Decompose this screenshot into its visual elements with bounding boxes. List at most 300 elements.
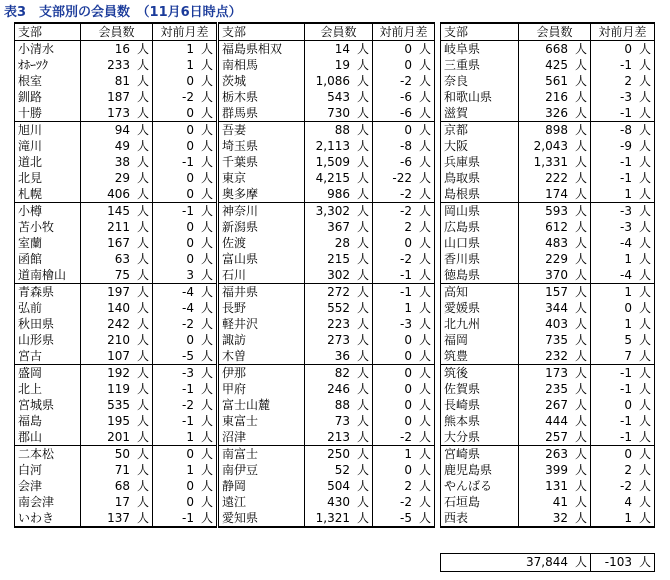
member-count: 36 人	[305, 348, 373, 365]
table-row	[219, 219, 435, 235]
month-diff: -3 人	[153, 365, 217, 382]
month-diff: -1 人	[153, 413, 217, 429]
branch-name: 岐阜県	[441, 41, 519, 58]
month-diff: 1 人	[153, 57, 217, 73]
table-row	[15, 413, 217, 429]
table-title: 表3 支部別の会員数 （11月6日時点）	[4, 5, 242, 20]
month-diff: -4 人	[153, 284, 217, 301]
member-count: 2,113 人	[305, 138, 373, 154]
member-count: 1,086 人	[305, 73, 373, 89]
branch-name: 南相馬	[219, 57, 305, 73]
month-diff: -1 人	[591, 429, 655, 446]
member-count: 131 人	[519, 478, 591, 494]
month-diff: -1 人	[591, 413, 655, 429]
table-row	[441, 332, 655, 348]
member-count: 263 人	[519, 446, 591, 463]
branch-name: 三重県	[441, 57, 519, 73]
branch-table-col-3	[440, 22, 655, 528]
table-row	[15, 316, 217, 332]
member-count: 88 人	[305, 397, 373, 413]
branch-name: 白河	[15, 462, 81, 478]
table-row	[441, 186, 655, 203]
month-diff: -2 人	[373, 186, 435, 203]
table-row	[15, 154, 217, 170]
month-diff: -1 人	[591, 57, 655, 73]
month-diff: -22 人	[373, 170, 435, 186]
month-diff: -2 人	[153, 89, 217, 105]
branch-name: 新潟県	[219, 219, 305, 235]
branch-name: 筑後	[441, 365, 519, 382]
month-diff: 0 人	[373, 381, 435, 397]
table-row	[219, 446, 435, 463]
branch-name: 広島県	[441, 219, 519, 235]
member-count: 552 人	[305, 300, 373, 316]
branch-name: 長崎県	[441, 397, 519, 413]
month-diff: 4 人	[591, 494, 655, 510]
branch-name: 茨城	[219, 73, 305, 89]
header-diff: 対前月差	[153, 23, 217, 41]
month-diff: 0 人	[373, 235, 435, 251]
table-row	[219, 73, 435, 89]
table-row	[15, 429, 217, 446]
member-count: 242 人	[81, 316, 153, 332]
month-diff: 0 人	[153, 138, 217, 154]
month-diff: 0 人	[373, 332, 435, 348]
member-count: 94 人	[81, 122, 153, 139]
month-diff: -1 人	[373, 267, 435, 284]
header-diff: 対前月差	[591, 23, 655, 41]
branch-name: 栃木県	[219, 89, 305, 105]
member-count: 75 人	[81, 267, 153, 284]
month-diff: -1 人	[153, 203, 217, 220]
branch-name: 徳島県	[441, 267, 519, 284]
month-diff: -9 人	[591, 138, 655, 154]
table-row	[441, 203, 655, 220]
table-row	[219, 381, 435, 397]
table-row	[15, 397, 217, 413]
member-count: 195 人	[81, 413, 153, 429]
table-row	[219, 57, 435, 73]
branch-name: 二本松	[15, 446, 81, 463]
month-diff: 2 人	[591, 462, 655, 478]
branch-name: ｵﾎｰﾂｸ	[15, 57, 81, 73]
table-row	[15, 73, 217, 89]
month-diff: -1 人	[153, 154, 217, 170]
table-row	[441, 381, 655, 397]
branch-name: 和歌山県	[441, 89, 519, 105]
table-row	[441, 89, 655, 105]
member-count: 235 人	[519, 381, 591, 397]
branch-name: 滋賀	[441, 105, 519, 122]
branch-name: 道南檜山	[15, 267, 81, 284]
month-diff: -6 人	[373, 89, 435, 105]
branch-name: 宮崎県	[441, 446, 519, 463]
member-count: 302 人	[305, 267, 373, 284]
month-diff: -2 人	[373, 429, 435, 446]
table-row	[219, 203, 435, 220]
branch-name: 熊本県	[441, 413, 519, 429]
table-row	[219, 365, 435, 382]
month-diff: -8 人	[591, 122, 655, 139]
member-count: 326 人	[519, 105, 591, 122]
table-row	[441, 57, 655, 73]
member-count: 561 人	[519, 73, 591, 89]
branch-name: 群馬県	[219, 105, 305, 122]
month-diff: 0 人	[153, 446, 217, 463]
month-diff: -2 人	[373, 494, 435, 510]
table-row	[15, 57, 217, 73]
month-diff: -1 人	[373, 284, 435, 301]
branch-name: 苫小牧	[15, 219, 81, 235]
branch-name: 木曽	[219, 348, 305, 365]
branch-name: 愛媛県	[441, 300, 519, 316]
branch-name: 諏訪	[219, 332, 305, 348]
branch-name: 宮城県	[15, 397, 81, 413]
branch-name: 鹿児島県	[441, 462, 519, 478]
month-diff: 0 人	[373, 397, 435, 413]
member-count: 201 人	[81, 429, 153, 446]
branch-name: 室蘭	[15, 235, 81, 251]
month-diff: 0 人	[373, 462, 435, 478]
header-branch: 支部	[15, 23, 81, 41]
table-row	[15, 251, 217, 267]
member-count: 593 人	[519, 203, 591, 220]
table-row	[15, 219, 217, 235]
table-row	[219, 105, 435, 122]
branch-name: 滝川	[15, 138, 81, 154]
table-row	[15, 186, 217, 203]
month-diff: 1 人	[591, 186, 655, 203]
month-diff: -3 人	[373, 316, 435, 332]
branch-name: 沼津	[219, 429, 305, 446]
branch-name: 南会津	[15, 494, 81, 510]
member-count: 187 人	[81, 89, 153, 105]
branch-name: 兵庫県	[441, 154, 519, 170]
month-diff: 0 人	[591, 397, 655, 413]
member-count: 216 人	[519, 89, 591, 105]
member-count: 232 人	[519, 348, 591, 365]
month-diff: 2 人	[373, 219, 435, 235]
branch-name: 十勝	[15, 105, 81, 122]
branch-name: 南富士	[219, 446, 305, 463]
member-count: 1,509 人	[305, 154, 373, 170]
branch-name: 佐渡	[219, 235, 305, 251]
header-row	[441, 23, 655, 41]
member-count: 137 人	[81, 510, 153, 527]
month-diff: 2 人	[591, 73, 655, 89]
table-row	[219, 89, 435, 105]
branch-name: 東富士	[219, 413, 305, 429]
table-row	[441, 154, 655, 170]
branch-name: 根室	[15, 73, 81, 89]
month-diff: 0 人	[591, 41, 655, 58]
table-row	[15, 510, 217, 527]
member-count: 28 人	[305, 235, 373, 251]
month-diff: 0 人	[153, 122, 217, 139]
member-count: 730 人	[305, 105, 373, 122]
branch-name: 西表	[441, 510, 519, 527]
member-count: 82 人	[305, 365, 373, 382]
branch-name: 弘前	[15, 300, 81, 316]
table-row	[219, 284, 435, 301]
member-count: 344 人	[519, 300, 591, 316]
branch-name: 奥多摩	[219, 186, 305, 203]
table-row	[15, 348, 217, 365]
member-count: 29 人	[81, 170, 153, 186]
member-count: 49 人	[81, 138, 153, 154]
member-count: 233 人	[81, 57, 153, 73]
member-count: 272 人	[305, 284, 373, 301]
branch-name: 佐賀県	[441, 381, 519, 397]
member-count: 192 人	[81, 365, 153, 382]
member-count: 273 人	[305, 332, 373, 348]
branch-name: 石垣島	[441, 494, 519, 510]
table-row	[219, 154, 435, 170]
month-diff: 1 人	[591, 510, 655, 527]
month-diff: -6 人	[373, 154, 435, 170]
month-diff: -4 人	[591, 267, 655, 284]
month-diff: 1 人	[153, 429, 217, 446]
branch-name: 小樽	[15, 203, 81, 220]
month-diff: 0 人	[153, 235, 217, 251]
member-count: 173 人	[519, 365, 591, 382]
member-count: 107 人	[81, 348, 153, 365]
month-diff: -4 人	[591, 235, 655, 251]
branch-name: いわき	[15, 510, 81, 527]
branch-name: 埼玉県	[219, 138, 305, 154]
table-row	[441, 316, 655, 332]
member-count: 157 人	[519, 284, 591, 301]
branch-name: 福島県相双	[219, 41, 305, 58]
header-diff: 対前月差	[373, 23, 435, 41]
member-count: 898 人	[519, 122, 591, 139]
table-row	[441, 235, 655, 251]
member-count: 535 人	[81, 397, 153, 413]
table-row	[219, 397, 435, 413]
table-row	[15, 300, 217, 316]
table-row	[441, 365, 655, 382]
total-members: 37,844 人	[441, 554, 591, 572]
member-count: 3,302 人	[305, 203, 373, 220]
month-diff: 0 人	[153, 186, 217, 203]
month-diff: -1 人	[591, 154, 655, 170]
member-count: 210 人	[81, 332, 153, 348]
table-row	[15, 267, 217, 284]
month-diff: 0 人	[153, 251, 217, 267]
branch-name: 大分県	[441, 429, 519, 446]
member-count: 250 人	[305, 446, 373, 463]
branch-name: 南伊豆	[219, 462, 305, 478]
member-count: 425 人	[519, 57, 591, 73]
member-count: 71 人	[81, 462, 153, 478]
member-count: 38 人	[81, 154, 153, 170]
month-diff: -5 人	[373, 510, 435, 527]
month-diff: -2 人	[373, 251, 435, 267]
branch-name: 長野	[219, 300, 305, 316]
member-count: 119 人	[81, 381, 153, 397]
month-diff: -2 人	[373, 203, 435, 220]
month-diff: -1 人	[153, 381, 217, 397]
branch-name: 大阪	[441, 138, 519, 154]
month-diff: 0 人	[373, 365, 435, 382]
table-row	[15, 41, 217, 58]
member-count: 543 人	[305, 89, 373, 105]
member-count: 367 人	[305, 219, 373, 235]
branch-name: 富山県	[219, 251, 305, 267]
member-count: 211 人	[81, 219, 153, 235]
header-row	[15, 23, 217, 41]
member-count: 73 人	[305, 413, 373, 429]
table-row	[219, 478, 435, 494]
table-row	[15, 478, 217, 494]
table-row	[15, 494, 217, 510]
month-diff: 3 人	[153, 267, 217, 284]
branch-name: 岡山県	[441, 203, 519, 220]
header-members: 会員数	[519, 23, 591, 41]
branch-name: 道北	[15, 154, 81, 170]
table-row	[441, 73, 655, 89]
branch-name: 宮古	[15, 348, 81, 365]
branch-name: 会津	[15, 478, 81, 494]
table-row	[441, 446, 655, 463]
table-row	[15, 446, 217, 463]
branch-name: 軽井沢	[219, 316, 305, 332]
month-diff: 1 人	[153, 41, 217, 58]
branch-name: 遠江	[219, 494, 305, 510]
member-count: 223 人	[305, 316, 373, 332]
member-count: 1,321 人	[305, 510, 373, 527]
member-count: 504 人	[305, 478, 373, 494]
member-count: 735 人	[519, 332, 591, 348]
month-diff: -2 人	[153, 316, 217, 332]
month-diff: -1 人	[591, 105, 655, 122]
table-row	[15, 365, 217, 382]
month-diff: 0 人	[153, 332, 217, 348]
month-diff: -2 人	[153, 397, 217, 413]
table-row	[15, 462, 217, 478]
month-diff: 1 人	[373, 300, 435, 316]
table-row	[219, 251, 435, 267]
member-count: 399 人	[519, 462, 591, 478]
member-count: 257 人	[519, 429, 591, 446]
table-row	[15, 381, 217, 397]
branch-name: 高知	[441, 284, 519, 301]
branch-name: 千葉県	[219, 154, 305, 170]
member-count: 986 人	[305, 186, 373, 203]
table-row	[441, 251, 655, 267]
table-row	[441, 348, 655, 365]
table-row	[441, 494, 655, 510]
table-row	[219, 332, 435, 348]
month-diff: 0 人	[153, 219, 217, 235]
member-count: 213 人	[305, 429, 373, 446]
member-count: 246 人	[305, 381, 373, 397]
member-count: 222 人	[519, 170, 591, 186]
member-count: 41 人	[519, 494, 591, 510]
table-row	[219, 186, 435, 203]
table-row	[219, 300, 435, 316]
total-diff: -103 人	[591, 554, 655, 572]
header-members: 会員数	[305, 23, 373, 41]
branch-name: 吾妻	[219, 122, 305, 139]
branch-name: 富士山麓	[219, 397, 305, 413]
member-count: 403 人	[519, 316, 591, 332]
branch-name: 福井県	[219, 284, 305, 301]
table-row	[219, 494, 435, 510]
branch-table-col-2	[218, 22, 435, 528]
table-row	[15, 203, 217, 220]
member-count: 174 人	[519, 186, 591, 203]
header-branch: 支部	[219, 23, 305, 41]
month-diff: 0 人	[373, 41, 435, 58]
table-row	[15, 89, 217, 105]
member-count: 430 人	[305, 494, 373, 510]
table-row	[441, 219, 655, 235]
table-row	[441, 478, 655, 494]
month-diff: -5 人	[153, 348, 217, 365]
table-row	[219, 316, 435, 332]
header-branch: 支部	[441, 23, 519, 41]
table-row	[441, 397, 655, 413]
member-count: 444 人	[519, 413, 591, 429]
member-count: 668 人	[519, 41, 591, 58]
branch-name: 石川	[219, 267, 305, 284]
member-count: 68 人	[81, 478, 153, 494]
month-diff: -3 人	[591, 219, 655, 235]
member-count: 140 人	[81, 300, 153, 316]
branch-name: 神奈川	[219, 203, 305, 220]
member-count: 167 人	[81, 235, 153, 251]
member-count: 52 人	[305, 462, 373, 478]
month-diff: 0 人	[153, 170, 217, 186]
month-diff: 0 人	[373, 57, 435, 73]
header-row	[219, 23, 435, 41]
month-diff: 2 人	[373, 478, 435, 494]
branch-name: 北見	[15, 170, 81, 186]
branch-name: 甲府	[219, 381, 305, 397]
month-diff: 0 人	[591, 446, 655, 463]
month-diff: -2 人	[591, 478, 655, 494]
month-diff: 0 人	[153, 73, 217, 89]
member-count: 173 人	[81, 105, 153, 122]
branch-table-col-1	[14, 22, 217, 528]
month-diff: -1 人	[153, 510, 217, 527]
month-diff: 1 人	[373, 446, 435, 463]
branch-name: 旭川	[15, 122, 81, 139]
header-members: 会員数	[81, 23, 153, 41]
month-diff: -3 人	[591, 203, 655, 220]
branch-name: 香川県	[441, 251, 519, 267]
month-diff: 1 人	[591, 284, 655, 301]
table-row	[219, 170, 435, 186]
table-row	[219, 413, 435, 429]
member-count: 612 人	[519, 219, 591, 235]
table-row	[441, 300, 655, 316]
month-diff: 5 人	[591, 332, 655, 348]
month-diff: 0 人	[153, 105, 217, 122]
table-row	[219, 267, 435, 284]
table-row	[441, 429, 655, 446]
member-count: 483 人	[519, 235, 591, 251]
branch-name: 福岡	[441, 332, 519, 348]
member-count: 63 人	[81, 251, 153, 267]
member-count: 145 人	[81, 203, 153, 220]
table-row	[219, 462, 435, 478]
branch-name: 島根県	[441, 186, 519, 203]
month-diff: 0 人	[591, 300, 655, 316]
member-count: 19 人	[305, 57, 373, 73]
member-count: 229 人	[519, 251, 591, 267]
